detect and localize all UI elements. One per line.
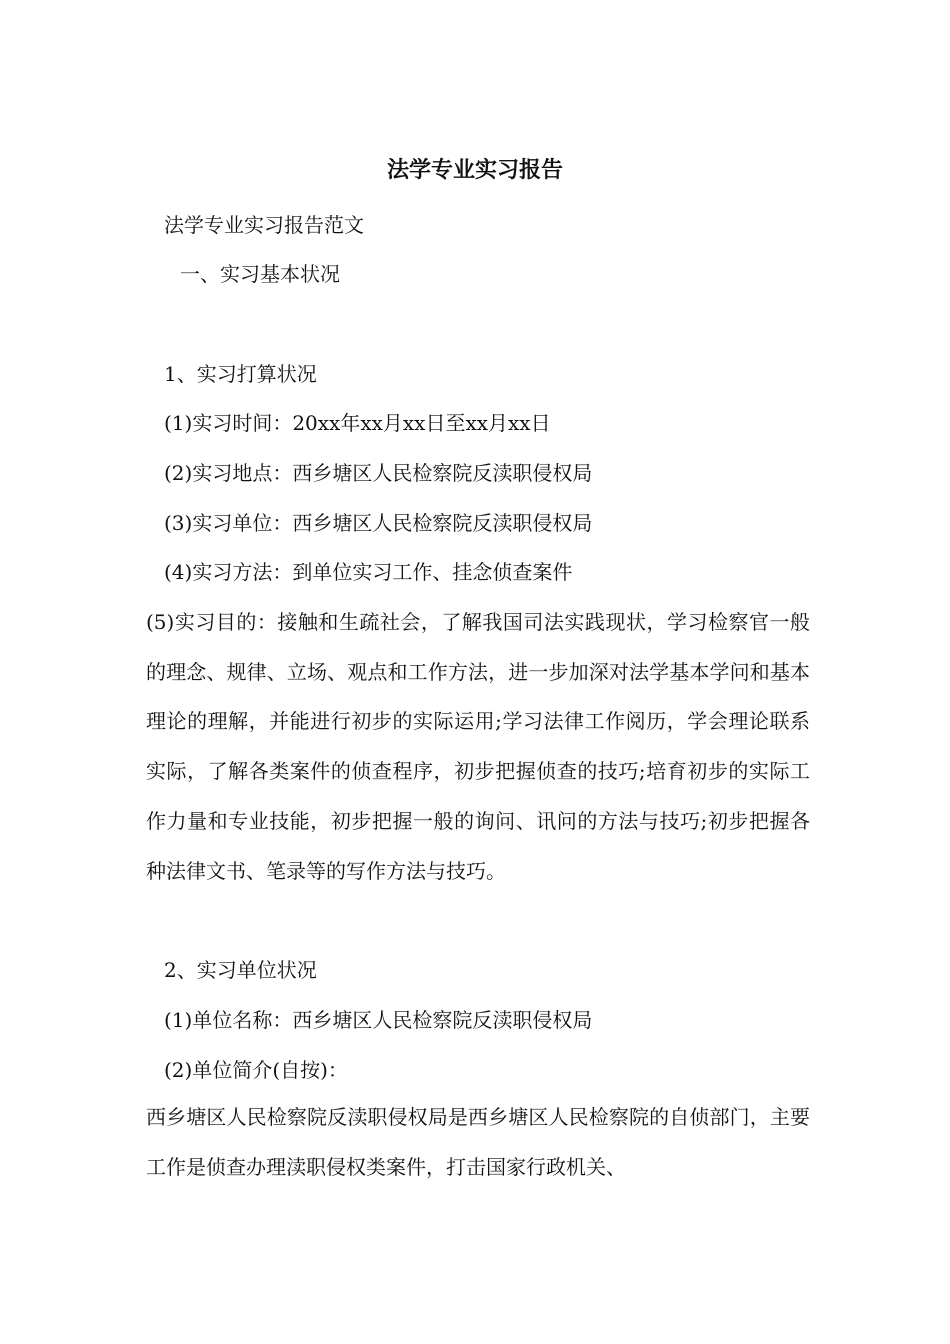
section-heading-basic-status: 一、实习基本状况 xyxy=(180,262,340,286)
item-internship-unit: (3)实习单位：西乡塘区人民检察院反渎职侵权局 xyxy=(164,511,593,535)
item-internship-location: (2)实习地点：西乡塘区人民检察院反渎职侵权局 xyxy=(164,461,593,485)
item-unit-name: (1)单位名称：西乡塘区人民检察院反渎职侵权局 xyxy=(164,1008,593,1032)
item-heading-unit-status: 2、实习单位状况 xyxy=(164,958,317,982)
unit-introduction-paragraph: 西乡塘区人民检察院反渎职侵权局是西乡塘区人民检察院的自侦部门，主要工作是侦查办理渎职侵权类案件，打击国家行政机关、 xyxy=(146,1105,810,1179)
document-subtitle: 法学专业实习报告范文 xyxy=(164,213,364,237)
item-heading-preparation: 1、实习打算状况 xyxy=(164,362,317,386)
item-internship-method: (4)实习方法：到单位实习工作、挂念侦查案件 xyxy=(164,560,573,584)
item-unit-introduction: (2)单位简介(自按)： xyxy=(164,1058,348,1082)
document-title: 法学专业实习报告 xyxy=(386,157,563,183)
item-internship-purpose: (5)实习目的：接触和生疏社会，了解我国司法实践现状，学习检察官一般的理念、规律、立场、观点和工作方法，进一步加深对法学基本学问和基本理论的理解，并能进行初步的实际运用;学习法律工作阅历，学会理论联系实际，了解各类案件的侦查程序，初步把握侦查的技巧;培育初步的实际工作力量和专业技能，初步把握一般的询问、讯问的方法与技巧;初步把握各种法律文书、笔录等的写作方法与技巧。 xyxy=(146,610,810,883)
item-internship-time: (1)实习时间：20xx年xx月xx日至xx月xx日 xyxy=(164,411,551,435)
